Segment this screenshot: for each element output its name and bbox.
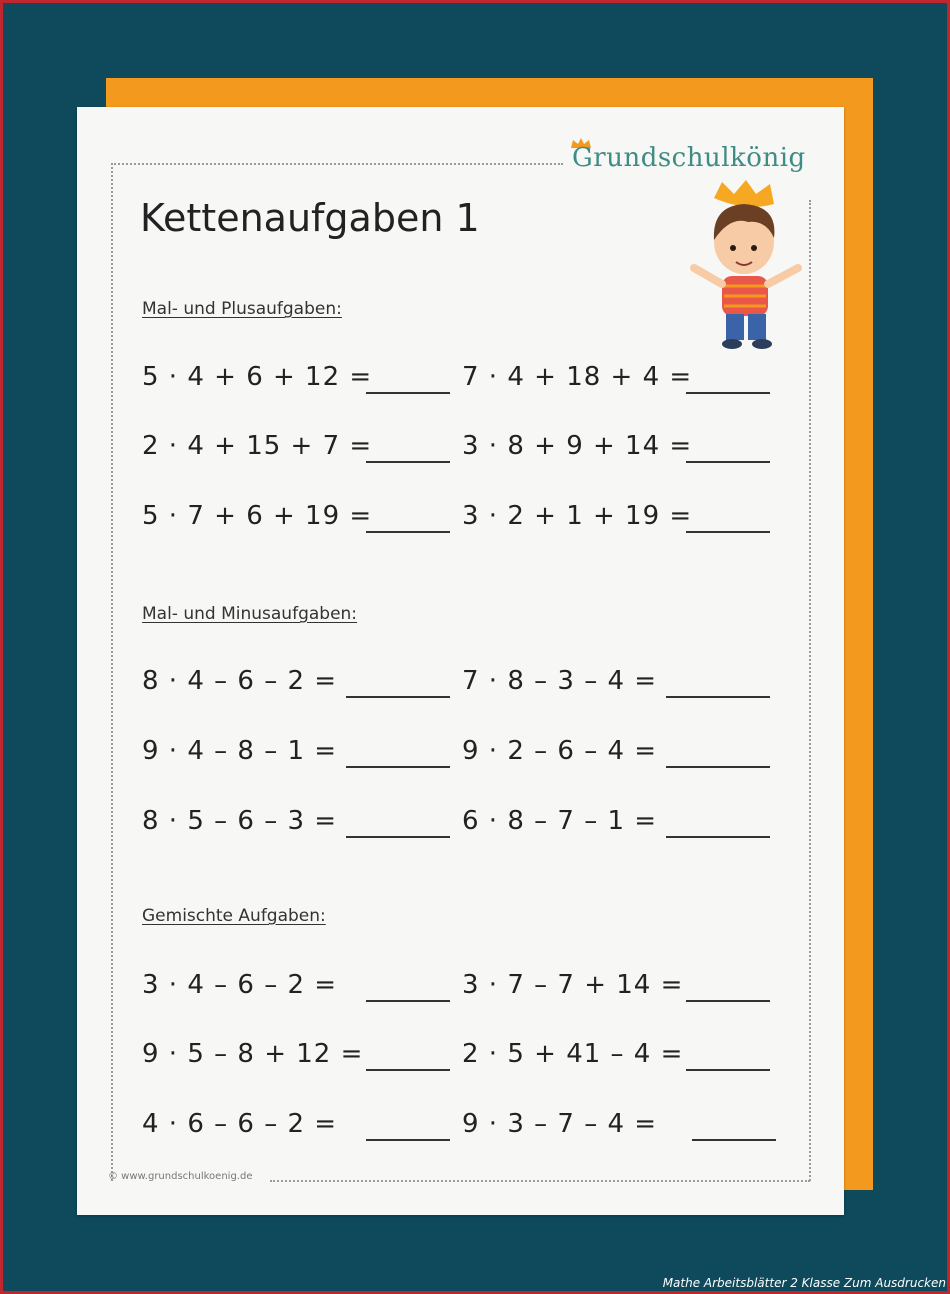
answer-blank[interactable] [686,392,770,394]
brand-logo: Grundschulkönig [572,143,806,173]
equation-right: 7 · 4 + 18 + 4 = [462,362,693,392]
footer-copyright: © www.grundschulkoenig.de [108,1171,253,1182]
dotted-border-top [111,163,563,165]
dotted-border-right [809,200,811,1181]
equation-left: 2 · 4 + 15 + 7 = [142,431,373,461]
kid-mascot-illustration [686,180,808,352]
equation-right: 9 · 3 – 7 – 4 = [462,1109,658,1139]
equation-left: 9 · 5 – 8 + 12 = [142,1039,364,1069]
equation-left: 5 · 7 + 6 + 19 = [142,501,373,531]
answer-blank[interactable] [666,696,770,698]
answer-blank[interactable] [686,461,770,463]
equation-right: 9 · 2 – 6 – 4 = [462,736,658,766]
answer-blank[interactable] [666,766,770,768]
answer-blank[interactable] [346,766,450,768]
answer-blank[interactable] [366,1000,450,1002]
equation-right: 6 · 8 – 7 – 1 = [462,806,658,836]
answer-blank[interactable] [346,696,450,698]
answer-blank[interactable] [686,1000,770,1002]
worksheet-title: Kettenaufgaben 1 [140,196,480,240]
equation-left: 4 · 6 – 6 – 2 = [142,1109,338,1139]
answer-blank[interactable] [366,531,450,533]
equation-right: 3 · 7 – 7 + 14 = [462,970,684,1000]
equation-left: 3 · 4 – 6 – 2 = [142,970,338,1000]
answer-blank[interactable] [366,1069,450,1071]
section-heading-plus: Mal- und Plusaufgaben: [142,299,342,319]
answer-blank[interactable] [366,461,450,463]
equation-left: 9 · 4 – 8 – 1 = [142,736,338,766]
answer-blank[interactable] [692,1139,776,1141]
dotted-border-left [111,163,113,1181]
equation-right: 3 · 8 + 9 + 14 = [462,431,693,461]
equation-left: 8 · 5 – 6 – 3 = [142,806,338,836]
answer-blank[interactable] [346,836,450,838]
answer-blank[interactable] [686,1069,770,1071]
dotted-border-bottom [270,1180,810,1182]
answer-blank[interactable] [666,836,770,838]
equation-left: 5 · 4 + 6 + 12 = [142,362,373,392]
image-caption: Mathe Arbeitsblätter 2 Klasse Zum Ausdrucken [662,1276,946,1290]
equation-right: 7 · 8 – 3 – 4 = [462,666,658,696]
equation-left: 8 · 4 – 6 – 2 = [142,666,338,696]
answer-blank[interactable] [366,1139,450,1141]
section-heading-minus: Mal- und Minusaufgaben: [142,604,358,624]
answer-blank[interactable] [366,392,450,394]
equation-right: 2 · 5 + 41 – 4 = [462,1039,684,1069]
equation-right: 3 · 2 + 1 + 19 = [462,501,693,531]
section-heading-mixed: Gemischte Aufgaben: [142,906,326,926]
answer-blank[interactable] [686,531,770,533]
